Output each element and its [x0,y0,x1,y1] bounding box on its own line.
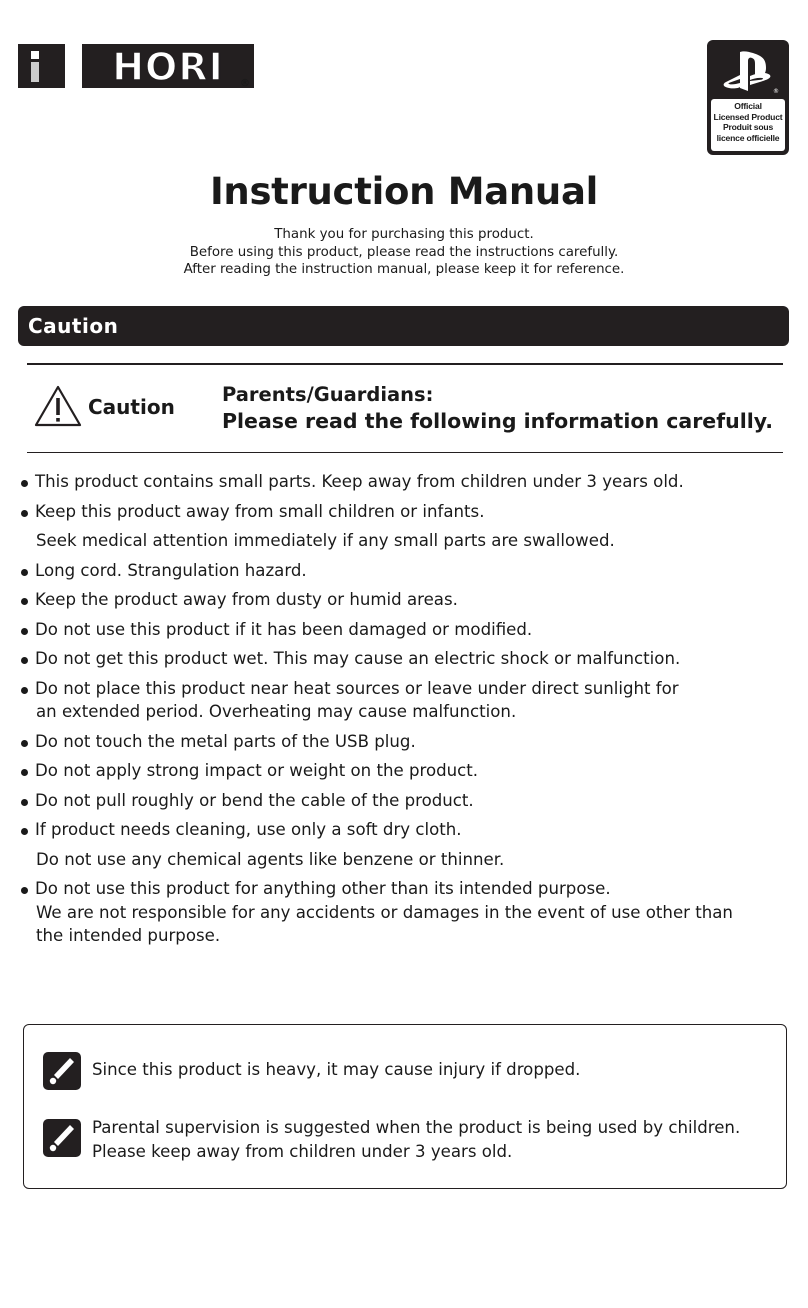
list-item: Do not use this product for anything other than its intended purpose. We are not responsible for any accidents or damages in the event of use other than the intended purpose. [20,877,790,948]
page-title: Instruction Manual [209,170,599,213]
list-item: Do not apply strong impact or weight on the product. [20,759,790,783]
brand-text: HORI [112,45,224,89]
notice-box [23,1024,787,1189]
license-text: Official Licensed Product Produit sous licence officielle [711,99,785,151]
intro-line: Thank you for purchasing this product. [274,227,534,242]
list-item: If product needs cleaning, use only a soft dry cloth. Do not use any chemical agents like benzene or thinner. [20,818,790,871]
list-item: Do not touch the metal parts of the USB plug. [20,730,790,754]
caution-list [20,470,790,954]
caution-section-heading: Caution [18,306,789,346]
warning-triangle-icon [33,384,83,428]
parents-guardians-heading: Parents/Guardians: Please read the following information carefully. [222,383,774,433]
list-item: Keep the product away from dusty or humid areas. [20,588,790,612]
playstation-logo-icon [720,48,776,96]
notice-text: Parental supervision is suggested when the product is being used by children. Please keep away from children under 3 years old. [92,1118,741,1161]
check-note-icon [43,1052,81,1090]
notice-text: Since this product is heavy, it may cause injury if dropped. [92,1060,581,1079]
list-item: Long cord. Strangulation hazard. [20,559,790,583]
intro-text [0,226,808,279]
intro-line: Before using this product, please read the instructions carefully. [189,244,619,260]
list-item: This product contains small parts. Keep away from children under 3 years old. [20,470,790,494]
divider [27,363,783,365]
list-item: Do not pull roughly or bend the cable of the product. [20,789,790,813]
playstation-license-badge: ® Official Licensed Product Produit sous licence officielle [707,40,789,155]
list-item: Keep this product away from small children or infants. Seek medical attention immediately if any small parts are swallowed. [20,500,790,553]
caution-label: Caution [88,395,175,419]
registered-mark: ® [240,78,250,89]
hori-logo [18,42,254,92]
divider [27,452,783,453]
list-item: Do not place this product near heat sources or leave under direct sunlight for an extended period. Overheating may cause malfunction. [20,677,790,724]
list-item: Do not use this product if it has been damaged or modified. [20,618,790,642]
check-note-icon [43,1119,81,1157]
intro-line: After reading the instruction manual, please keep it for reference. [183,262,625,277]
list-item: Do not get this product wet. This may cause an electric shock or malfunction. [20,647,790,671]
